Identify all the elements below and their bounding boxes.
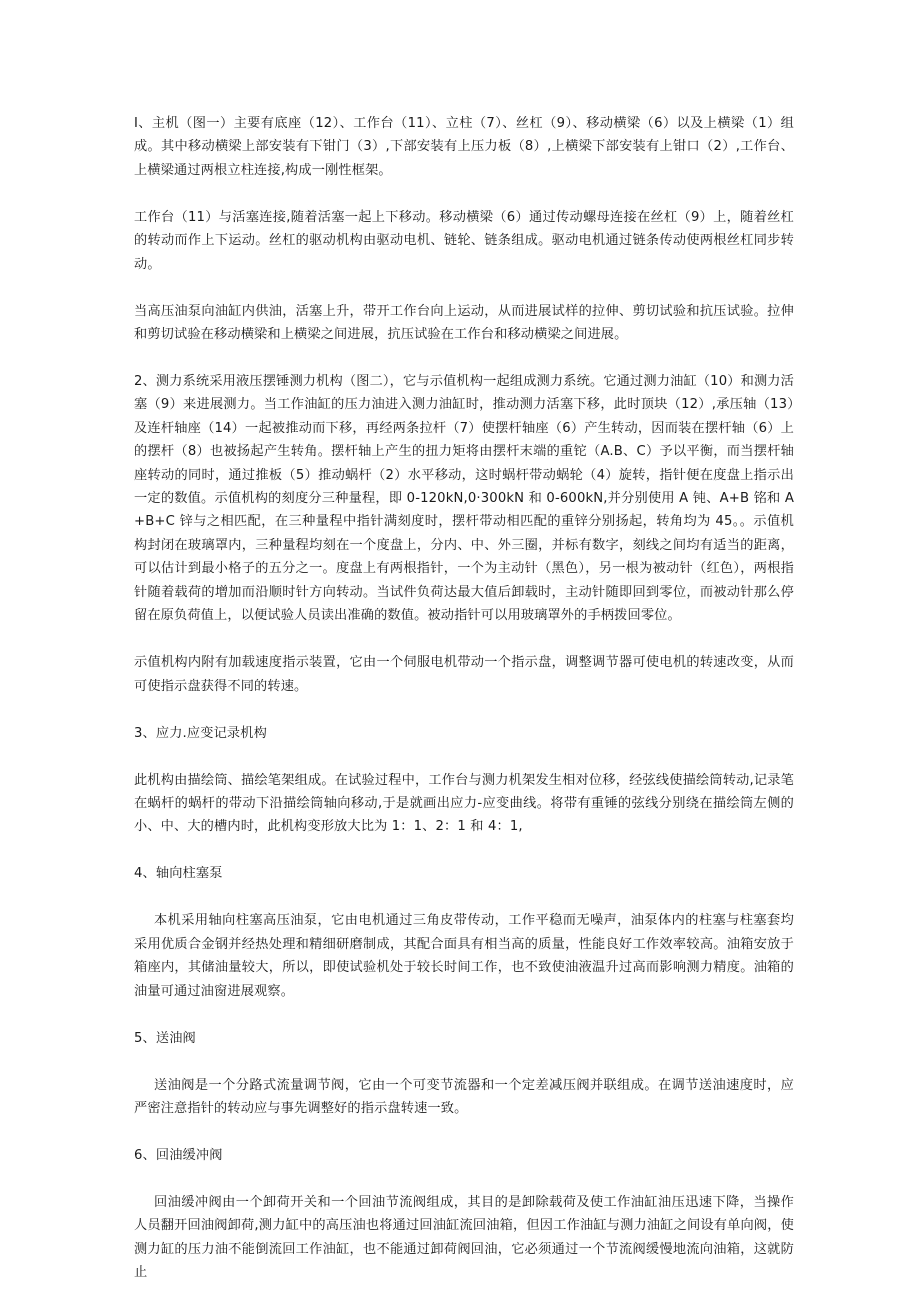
paragraph-return-valve-description: 回油缓冲阀由一个卸荷开关和一个回油节流阀组成，其目的是卸除载荷及使工作油缸油压迅速下降，当操作人员翻开回油阀卸荷,测力缸中的高压油也将通过回油缸流回油箱，但因工作油缸与测力油缸之间设有单向阀，使测力缸的压力油不能倒流回工作油缸，也不能通过卸荷阀回油，它必须通过一个节流阀缓慢地流向油箱，这就防止 bbox=[134, 1194, 794, 1281]
heading-return-buffer-valve: 6、回油缓冲阀 bbox=[134, 1147, 223, 1163]
paragraph-main-machine: I、主机（图一）主要有底座（12）、工作台（11）、立柱（7）、丝杠（9）、移动横梁（6）以及上横梁（1）组成。其中移动横梁上部安装有下钳门（3）,下部安装有上压力板（8）,上横梁下部安装有上钳口（2）,工作台、上横梁通过两根立柱连接,构成一刚性框架。 bbox=[134, 116, 794, 178]
paragraph-worktable: 工作台（11）与活塞连接,随着活塞一起上下移动。移动横梁（6）通过传动螺母连接在丝杠（9）上，随着丝杠的转动而作上下运动。丝杠的驱动机构由驱动电机、链轮、链条组成。驱动电机通过链条传动使两根丝杠同步转动。 bbox=[134, 209, 794, 272]
paragraph-oil-pump-supply: 当高压油泵向油缸内供油，活塞上升，带开工作台向上运动，从而进展试样的拉伸、剪切试验和抗压试验。拉伸和剪切试验在移动横梁和上横梁之间进展，抗压试验在工作台和移动横梁之间进展。 bbox=[134, 303, 794, 343]
heading-axial-piston-pump: 4、轴向柱塞泵 bbox=[134, 866, 223, 882]
document-body bbox=[134, 112, 794, 1308]
paragraph-force-measuring-system: 2、测力系统采用液压摆锤测力机构（图二），它与示值机构一起组成测力系统。它通过测力油缸（10）和测力活塞（9）来进展测力。当工作油缸的压力油进入测力油缸时，推动测力活塞下移，此时顶块（12）,承压轴（13）及连杆轴座（14）一起被推动而下移，再经两条拉杆（7）使摆杆轴座（6）产生转动，因而装在摆杆轴（6）上的摆杆（8）也被扬起产生转角。摆杆轴上产生的扭力矩将由摆杆末端的重铊（A.B、C）予以平衡，而当摆杆轴座转动的同时，通过推板（5）推动蜗杆（2）水平移动，这时蜗杆带动蜗轮（4）旋转，指针便在度盘上指示出一定的数值。示值机构的刻度分三种量程，即 0-120kN,0·300kN 和 0-600kN,并分别使用 A 钝、A+B 铭和 A+B+C 锌与之相匹配，在三种量程中指针满刻度时，摆杆带动相匹配的重锌分别扬起，转角均为 45。。示值机构封闭在玻璃罩内，三种量程均刻在一个度盘上，分内、中、外三圈，并标有数字，刻线之间均有适当的距离，可以估计到最小格子的五分之一。度盘上有两根指针，一个为主动针（黑色），另一根为被动针（红色），两根指针随着载荷的增加而沿顺时针方向转动。当试件负荷达最大值后卸载时，主动针随即回到零位，而被动针那么停留在原负荷值上，以便试验人员读出准确的数值。被动指针可以用玻璃罩外的手柄拨回零位。 bbox=[134, 374, 794, 624]
paragraph-recorder-description: 此机构由描绘筒、描绘笔架组成。在试验过程中，工作台与测力机架发生相对位移，经弦线使描绘筒转动,记录笔在蜗杆的蜗杆的带动下沿描绘筒轴向移动,于是就画出应力-应变曲线。将带有重锤的弦线分别绕在描绘筒左侧的小、中、大的槽内时，此机构变形放大比为 1：1、2：1 和 4：1, bbox=[134, 772, 794, 835]
paragraph-delivery-valve-description: 送油阀是一个分路式流量调节阀，它由一个可变节流器和一个定差减压阀并联组成。在调节送油速度时，应严密注意指针的转动应与事先调整好的指示盘转速一致。 bbox=[134, 1077, 794, 1116]
heading-oil-delivery-valve: 5、送油阀 bbox=[134, 1030, 196, 1046]
paragraph-piston-pump-description: 本机采用轴向柱塞高压油泵，它由电机通过三角皮带传动，工作平稳而无噪声，油泵体内的柱塞与柱塞套均采用优质合金钢并经热处理和精细研磨制成，其配合面具有相当高的质量，性能良好工作效率较高。油箱安放于箱座内，其储油量较大，所以，即使试验机处于较长时间工作，也不致使油液温升过高而影响测力精度。油箱的油量可通过油窗进展观察。 bbox=[134, 913, 794, 999]
heading-stress-strain-recorder: 3、应力.应变记录机构 bbox=[134, 725, 267, 741]
paragraph-loading-speed-indicator: 示值机构内附有加载速度指示装置，它由一个伺服电机带动一个指示盘，调整调节器可使电机的转速改变，从而可使指示盘获得不同的转速。 bbox=[134, 655, 794, 694]
